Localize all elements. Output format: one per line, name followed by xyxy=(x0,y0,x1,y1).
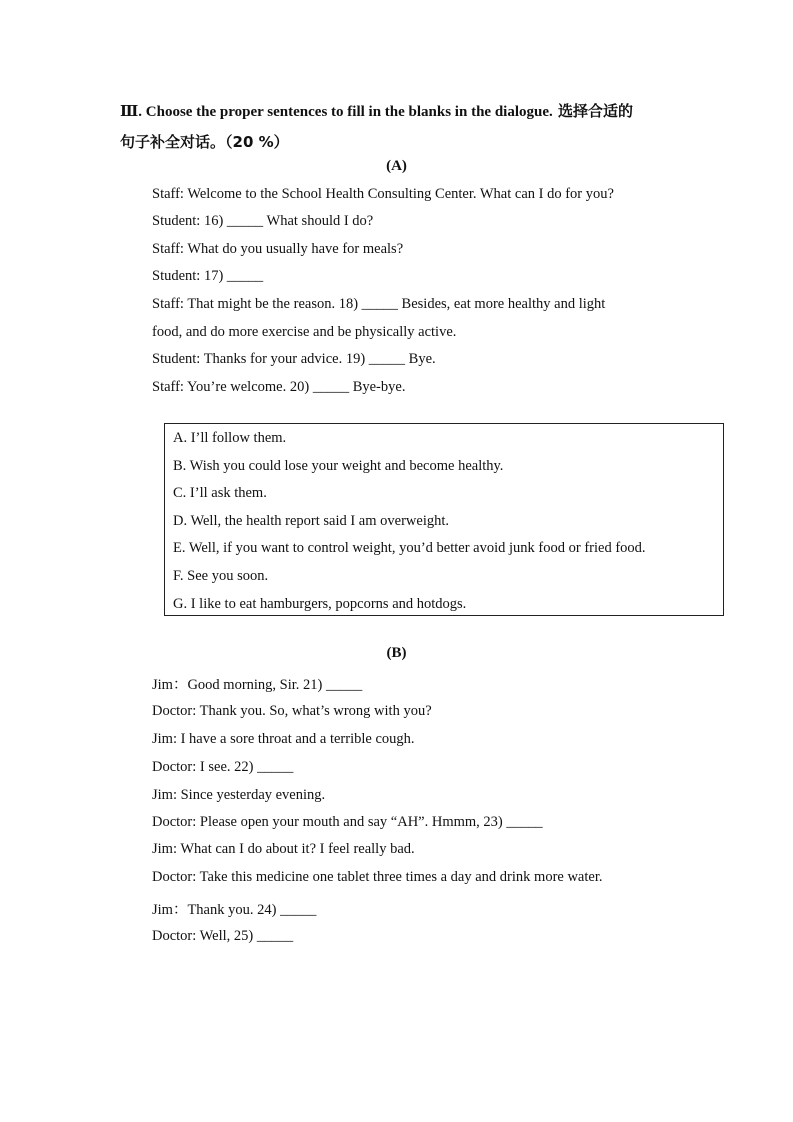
option-item: B. Wish you could lose your weight and become healthy. xyxy=(173,457,504,474)
dialogue-line: Student: 17) _____ xyxy=(152,268,264,284)
option-item: D. Well, the health report said I am overweight. xyxy=(173,512,449,529)
dialogue-line: Doctor: Take this medicine one tablet three times a day and drink more water. xyxy=(152,869,603,885)
dialogue-line: Staff: You’re welcome. 20) _____ Bye-bye. xyxy=(152,379,406,395)
heading-chinese: 选择合适的 xyxy=(552,102,633,120)
dialogue-line: Doctor: Thank you. So, what’s wrong with you? xyxy=(152,703,432,719)
dialogue-line: Doctor: I see. 22) _____ xyxy=(152,759,294,775)
option-item: F. See you soon. xyxy=(173,567,269,584)
option-item: C. I’ll ask them. xyxy=(173,485,267,502)
dialogue-line: Jim: I have a sore throat and a terrible cough. xyxy=(152,731,415,747)
dialogue-line: Student: 16) _____ What should I do? xyxy=(152,213,374,229)
option-item: G. I like to eat hamburgers, popcorns and hotdogs. xyxy=(173,595,467,612)
heading-line-2: 句子补全对话。（20 %） xyxy=(120,133,289,151)
dialogue-line: Staff: That might be the reason. 18) _____ Besides, eat more healthy and light xyxy=(152,296,606,312)
dialogue-line: Staff: Welcome to the School Health Consulting Center. What can I do for you? xyxy=(152,186,614,202)
dialogue-line: Jim：Good morning, Sir. 21) _____ xyxy=(152,677,363,693)
dialogue-line: Student: Thanks for your advice. 19) _____ Bye. xyxy=(152,351,436,367)
section-heading xyxy=(120,96,680,157)
dialogue-line: food, and do more exercise and be physically active. xyxy=(152,324,457,340)
dialogue-line: Staff: What do you usually have for meals? xyxy=(152,241,404,257)
dialogue-line: Doctor: Well, 25) _____ xyxy=(152,928,294,944)
heading-english: Ⅲ. Choose the proper sentences to fill in the blanks in the dialogue. xyxy=(120,104,553,120)
part-a-label: (A) xyxy=(386,158,407,174)
option-item: A. I’ll follow them. xyxy=(173,430,287,446)
options-box xyxy=(164,423,724,616)
option-item: E. Well, if you want to control weight, you’d better avoid junk food or fried food. xyxy=(173,540,646,557)
dialogue-line: Jim：Thank you. 24) _____ xyxy=(152,902,317,918)
dialogue-line: Jim: What can I do about it? I feel really bad. xyxy=(152,841,415,857)
part-b-label: (B) xyxy=(386,645,407,661)
dialogue-line: Jim: Since yesterday evening. xyxy=(152,787,326,803)
dialogue-line: Doctor: Please open your mouth and say “AH”. Hmmm, 23) _____ xyxy=(152,814,543,830)
